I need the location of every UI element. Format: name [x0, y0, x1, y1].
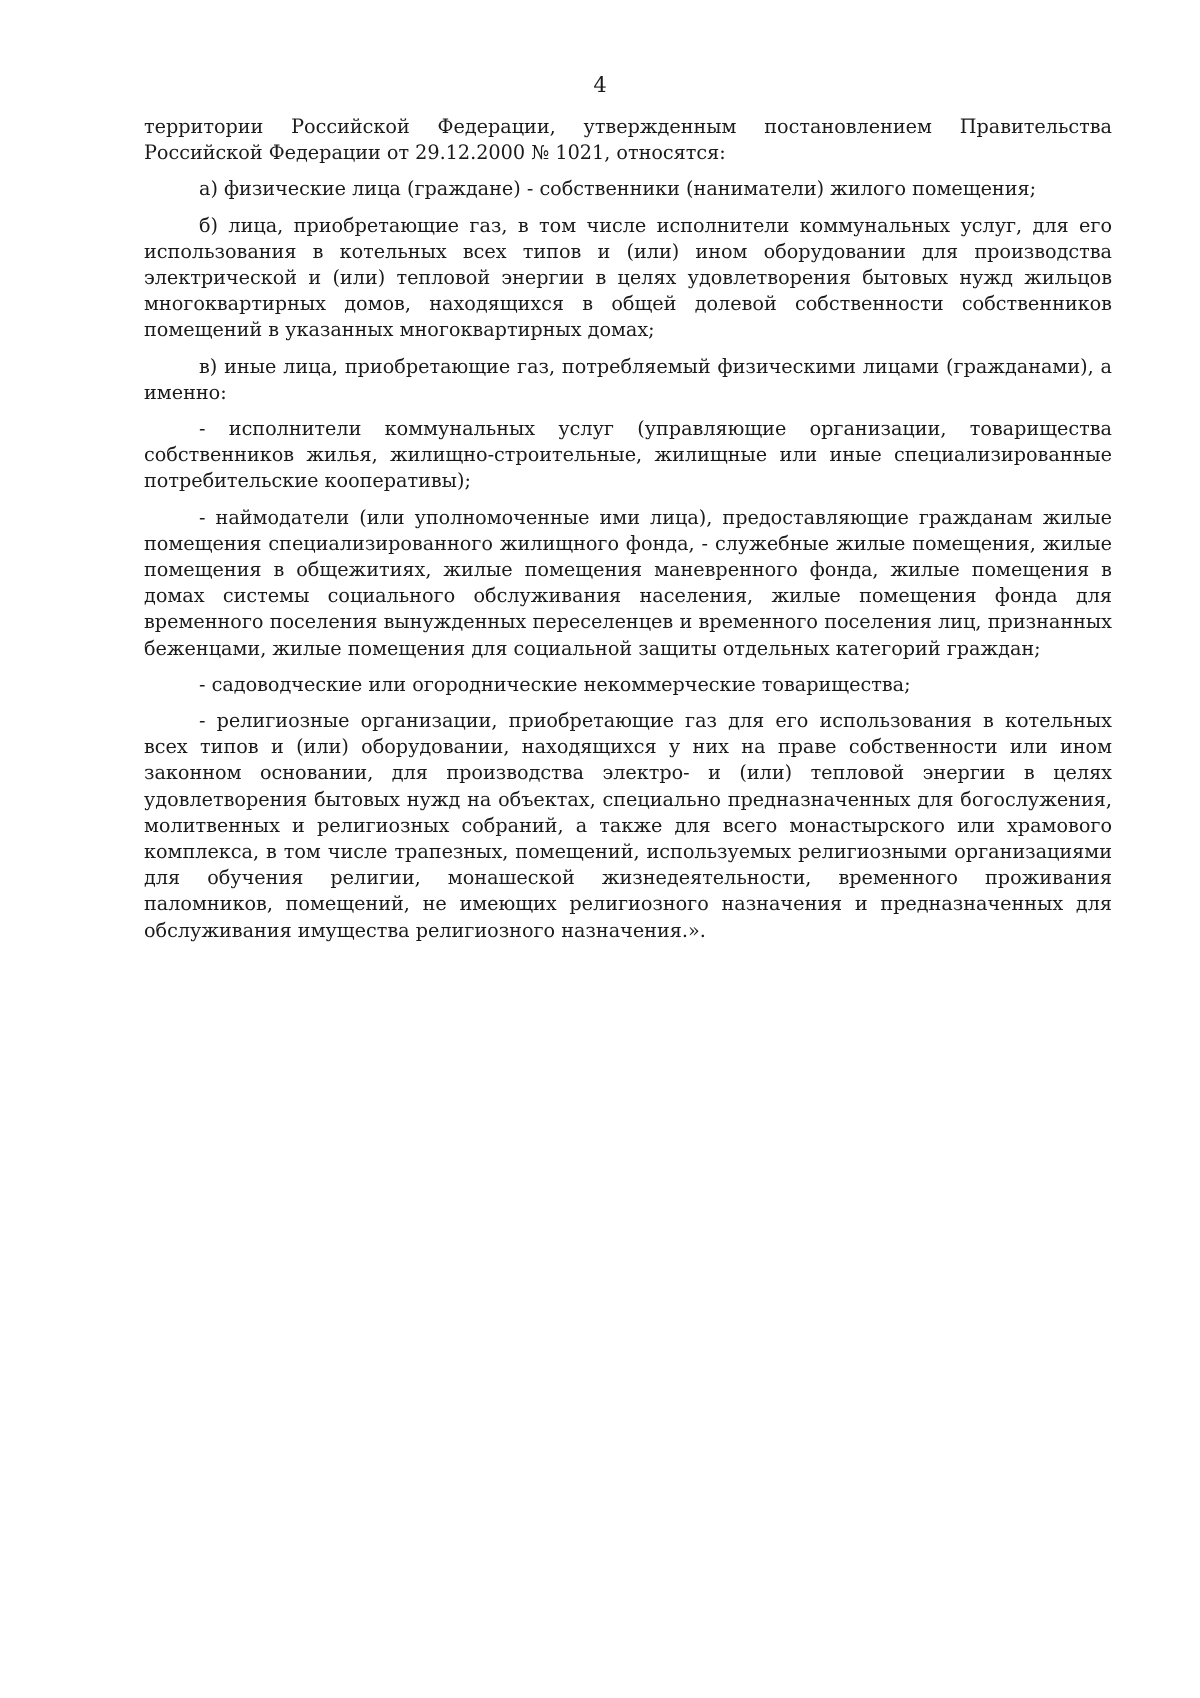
- page-number: 4: [593, 73, 607, 97]
- paragraph-1: территории Российской Федерации, утвержденным постановлением Правительства Российской Федерации от 29.12.2000 № 1021, относятся:: [144, 115, 1112, 165]
- paragraph-4: в) иные лица, приобретающие газ, потребляемый физическими лицами (гражданами), а именно:: [144, 354, 1112, 404]
- document-body: [144, 114, 1112, 954]
- paragraph-5: - исполнители коммунальных услуг (управляющие организации, товарищества собственников жилья, жилищно-строительные, жилищные или иные специализированные потребительские кооперативы);: [144, 417, 1112, 493]
- paragraph-8: - религиозные организации, приобретающие газ для его использования в котельных всех типов и (или) оборудовании, находящихся у них на праве собственности или ином законном основании, для производства электро- и (или) тепловой энергии в целях удовлетворения бытовых нужд на объектах, специально предназначенных для богослужения, молитвенных и религиозных собраний, а также для всего монастырского или храмового комплекса, в том числе трапезных, помещений, используемых религиозными организациями для обучения религии, монашеской жизнедеятельности, временного проживания паломников, помещений, не имеющих религиозного назначения и предназначенных для обслуживания имущества религиозного назначения.».: [144, 709, 1112, 942]
- paragraph-2: а) физические лица (граждане) - собственники (наниматели) жилого помещения;: [199, 177, 1037, 201]
- paragraph-6: - наймодатели (или уполномоченные ими лица), предоставляющие гражданам жилые помещения специализированного жилищного фонда, - служебные жилые помещения, жилые помещения в общежитиях, жилые помещения маневренного фонда, жилые помещения в домах системы социального обслуживания населения, жилые помещения фонда для временного поселения вынужденных переселенцев и временного поселения лиц, признанных беженцами, жилые помещения для социальной защиты отдельных категорий граждан;: [144, 505, 1112, 660]
- paragraph-7: - садоводческие или огороднические некоммерческие товарищества;: [199, 672, 911, 696]
- paragraph-3: б) лица, приобретающие газ, в том числе исполнители коммунальных услуг, для его использования в котельных всех типов и (или) ином оборудовании для производства электрической и (или) тепловой энергии в целях удовлетворения бытовых нужд жильцов многоквартирных домов, находящихся в общей долевой собственности собственников помещений в указанных многоквартирных домах;: [144, 213, 1112, 342]
